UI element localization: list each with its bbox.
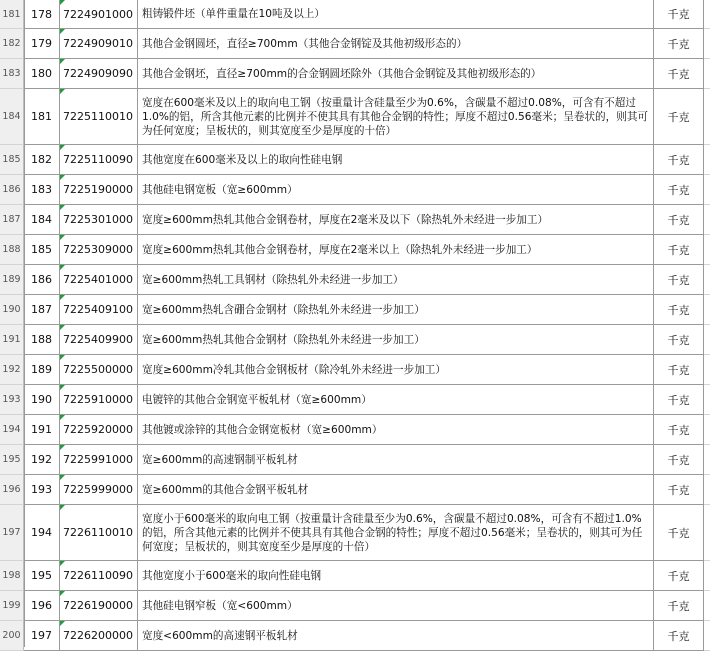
name-cell[interactable]: 其他合金钢圆坯，直径≥700mm（其他合金钢锭及其他初级形态的） <box>138 29 654 59</box>
row-header[interactable]: 192 <box>0 355 24 385</box>
code-cell[interactable]: 7225999000 <box>60 475 138 505</box>
empty-cell[interactable] <box>704 205 710 235</box>
name-cell[interactable]: 宽≥600mm热轧其他合金钢材（除热轧外未经进一步加工） <box>138 325 654 355</box>
table-row <box>0 385 710 415</box>
unit-cell[interactable]: 千克 <box>654 325 704 355</box>
name-cell[interactable]: 其他硅电钢窄板（宽<600mm） <box>138 591 654 621</box>
table-row <box>0 175 710 205</box>
name-cell[interactable]: 宽度小于600毫米的取向电工钢（按重量计含硅量至少为0.6%，含碳量不超过0.08%，可含有不超过1.0%的铝，所含其他元素的比例并不使其具有其他合金钢的特性；厚度不超过0.56毫米；呈卷状的，则其可为任何宽度；呈板状的，则其宽度至少是厚度的十倍） <box>138 505 654 561</box>
row-header[interactable]: 181 <box>0 0 24 29</box>
name-cell[interactable]: 宽≥600mm的高速钢制平板轧材 <box>138 445 654 475</box>
table-row <box>0 295 710 325</box>
unit-cell[interactable]: 千克 <box>654 295 704 325</box>
empty-cell[interactable] <box>704 325 710 355</box>
empty-cell[interactable] <box>704 591 710 621</box>
empty-cell[interactable] <box>704 265 710 295</box>
unit-cell[interactable]: 千克 <box>654 505 704 561</box>
name-cell[interactable]: 宽度≥600mm热轧其他合金钢卷材，厚度在2毫米及以下（除热轧外未经进一步加工） <box>138 205 654 235</box>
row-header[interactable]: 195 <box>0 445 24 475</box>
table-row <box>0 205 710 235</box>
empty-cell[interactable] <box>704 0 710 29</box>
seq-cell[interactable]: 191 <box>24 415 60 445</box>
empty-cell[interactable] <box>704 561 710 591</box>
row-header[interactable]: 182 <box>0 29 24 59</box>
code-cell[interactable]: 7225910000 <box>60 385 138 415</box>
table-row <box>0 591 710 621</box>
unit-cell[interactable]: 千克 <box>654 265 704 295</box>
seq-cell[interactable]: 180 <box>24 59 60 89</box>
unit-cell[interactable]: 千克 <box>654 59 704 89</box>
unit-cell[interactable]: 千克 <box>654 385 704 415</box>
seq-cell[interactable]: 194 <box>24 505 60 561</box>
unit-cell[interactable]: 千克 <box>654 235 704 265</box>
name-cell[interactable]: 宽≥600mm热轧工具钢材（除热轧外未经进一步加工） <box>138 265 654 295</box>
row-header[interactable]: 198 <box>0 561 24 591</box>
code-cell[interactable]: 7225991000 <box>60 445 138 475</box>
unit-cell[interactable]: 千克 <box>654 145 704 175</box>
unit-cell[interactable]: 千克 <box>654 205 704 235</box>
code-cell[interactable]: 7226200000 <box>60 621 138 651</box>
seq-cell[interactable]: 185 <box>24 235 60 265</box>
code-cell[interactable]: 7225409100 <box>60 295 138 325</box>
table-row <box>0 561 710 591</box>
table-row <box>0 0 710 29</box>
table-row <box>0 355 710 385</box>
code-cell[interactable]: 7225110010 <box>60 89 138 145</box>
table-row <box>0 265 710 295</box>
seq-cell[interactable]: 179 <box>24 29 60 59</box>
code-cell[interactable]: 7226190000 <box>60 591 138 621</box>
row-header[interactable]: 186 <box>0 175 24 205</box>
row-header[interactable]: 197 <box>0 505 24 561</box>
code-cell[interactable]: 7226110010 <box>60 505 138 561</box>
table-row <box>0 325 710 355</box>
code-cell[interactable]: 7224909010 <box>60 29 138 59</box>
name-cell[interactable]: 宽度≥600mm冷轧其他合金钢板材（除冷轧外未经进一步加工） <box>138 355 654 385</box>
unit-cell[interactable]: 千克 <box>654 591 704 621</box>
code-cell[interactable]: 7225409900 <box>60 325 138 355</box>
empty-cell[interactable] <box>704 385 710 415</box>
code-cell[interactable]: 7225401000 <box>60 265 138 295</box>
code-cell[interactable]: 7226110090 <box>60 561 138 591</box>
seq-cell[interactable]: 197 <box>24 621 60 651</box>
seq-cell[interactable]: 182 <box>24 145 60 175</box>
name-cell[interactable]: 宽≥600mm的其他合金钢平板轧材 <box>138 475 654 505</box>
row-header[interactable]: 190 <box>0 295 24 325</box>
empty-cell[interactable] <box>704 445 710 475</box>
code-cell[interactable]: 7225190000 <box>60 175 138 205</box>
unit-cell[interactable]: 千克 <box>654 561 704 591</box>
seq-cell[interactable]: 188 <box>24 325 60 355</box>
seq-cell[interactable]: 196 <box>24 591 60 621</box>
seq-cell[interactable]: 192 <box>24 445 60 475</box>
empty-cell[interactable] <box>704 235 710 265</box>
seq-cell[interactable]: 181 <box>24 89 60 145</box>
empty-cell[interactable] <box>704 415 710 445</box>
row-header[interactable]: 188 <box>0 235 24 265</box>
name-cell[interactable]: 粗铸锻件坯（单件重量在10吨及以上） <box>138 0 654 29</box>
name-cell[interactable]: 宽≥600mm热轧含硼合金钢材（除热轧外未经进一步加工） <box>138 295 654 325</box>
name-cell[interactable]: 其他合金钢坯，直径≥700mm的合金钢圆坯除外（其他合金钢锭及其他初级形态的） <box>138 59 654 89</box>
empty-cell[interactable] <box>704 475 710 505</box>
code-cell[interactable]: 7225110090 <box>60 145 138 175</box>
row-header[interactable]: 200 <box>0 621 24 651</box>
empty-cell[interactable] <box>704 89 710 145</box>
name-cell[interactable]: 其他宽度小于600毫米的取向性硅电钢 <box>138 561 654 591</box>
code-cell[interactable]: 7225309000 <box>60 235 138 265</box>
seq-cell[interactable]: 195 <box>24 561 60 591</box>
row-header[interactable]: 194 <box>0 415 24 445</box>
empty-cell[interactable] <box>704 295 710 325</box>
unit-cell[interactable]: 千克 <box>654 445 704 475</box>
unit-cell[interactable]: 千克 <box>654 475 704 505</box>
seq-cell[interactable]: 189 <box>24 355 60 385</box>
row-header[interactable]: 185 <box>0 145 24 175</box>
table-row <box>0 415 710 445</box>
empty-cell[interactable] <box>704 355 710 385</box>
name-cell[interactable]: 其他镀或涂锌的其他合金钢宽板材（宽≥600mm） <box>138 415 654 445</box>
table-row <box>0 29 710 59</box>
table-row <box>0 89 710 145</box>
row-header[interactable]: 199 <box>0 591 24 621</box>
empty-cell[interactable] <box>704 145 710 175</box>
code-cell[interactable]: 7224909090 <box>60 59 138 89</box>
row-header[interactable]: 189 <box>0 265 24 295</box>
row-header[interactable]: 184 <box>0 89 24 145</box>
code-cell[interactable]: 7225500000 <box>60 355 138 385</box>
seq-cell[interactable]: 183 <box>24 175 60 205</box>
empty-cell[interactable] <box>704 505 710 561</box>
table-row <box>0 445 710 475</box>
unit-cell[interactable]: 千克 <box>654 29 704 59</box>
code-cell[interactable]: 7225920000 <box>60 415 138 445</box>
name-cell[interactable]: 其他硅电钢宽板（宽≥600mm） <box>138 175 654 205</box>
code-cell[interactable]: 7224901000 <box>60 0 138 29</box>
unit-cell[interactable]: 千克 <box>654 175 704 205</box>
seq-cell[interactable]: 187 <box>24 295 60 325</box>
unit-cell[interactable]: 千克 <box>654 415 704 445</box>
seq-cell[interactable]: 184 <box>24 205 60 235</box>
table-row <box>0 235 710 265</box>
seq-cell[interactable]: 190 <box>24 385 60 415</box>
name-cell[interactable]: 电镀锌的其他合金钢宽平板轧材（宽≥600mm） <box>138 385 654 415</box>
name-cell[interactable]: 宽度<600mm的高速钢平板轧材 <box>138 621 654 651</box>
name-cell[interactable]: 宽度≥600mm热轧其他合金钢卷材，厚度在2毫米以上（除热轧外未经进一步加工） <box>138 235 654 265</box>
empty-cell[interactable] <box>704 175 710 205</box>
seq-cell[interactable]: 178 <box>24 0 60 29</box>
table-row <box>0 475 710 505</box>
empty-cell[interactable] <box>704 29 710 59</box>
row-header[interactable]: 191 <box>0 325 24 355</box>
unit-cell[interactable]: 千克 <box>654 89 704 145</box>
seq-cell[interactable]: 193 <box>24 475 60 505</box>
unit-cell[interactable]: 千克 <box>654 355 704 385</box>
name-cell[interactable]: 其他宽度在600毫米及以上的取向性硅电钢 <box>138 145 654 175</box>
table-row <box>0 59 710 89</box>
row-header[interactable]: 193 <box>0 385 24 415</box>
empty-cell[interactable] <box>704 59 710 89</box>
unit-cell[interactable]: 千克 <box>654 621 704 651</box>
code-cell[interactable]: 7225301000 <box>60 205 138 235</box>
unit-cell[interactable]: 千克 <box>654 0 704 29</box>
row-header[interactable]: 187 <box>0 205 24 235</box>
table-row <box>0 145 710 175</box>
row-header[interactable]: 196 <box>0 475 24 505</box>
seq-cell[interactable]: 186 <box>24 265 60 295</box>
row-header[interactable]: 183 <box>0 59 24 89</box>
name-cell[interactable]: 宽度在600毫米及以上的取向电工钢（按重量计含硅量至少为0.6%，含碳量不超过0.08%，可含有不超过1.0%的铝，所含其他元素的比例并不使其具有其他合金钢的特性；厚度不超过0.56毫米；呈卷状的，则其可为任何宽度；呈板状的，则其宽度至少是厚度的十倍） <box>138 89 654 145</box>
table-row <box>0 505 710 561</box>
